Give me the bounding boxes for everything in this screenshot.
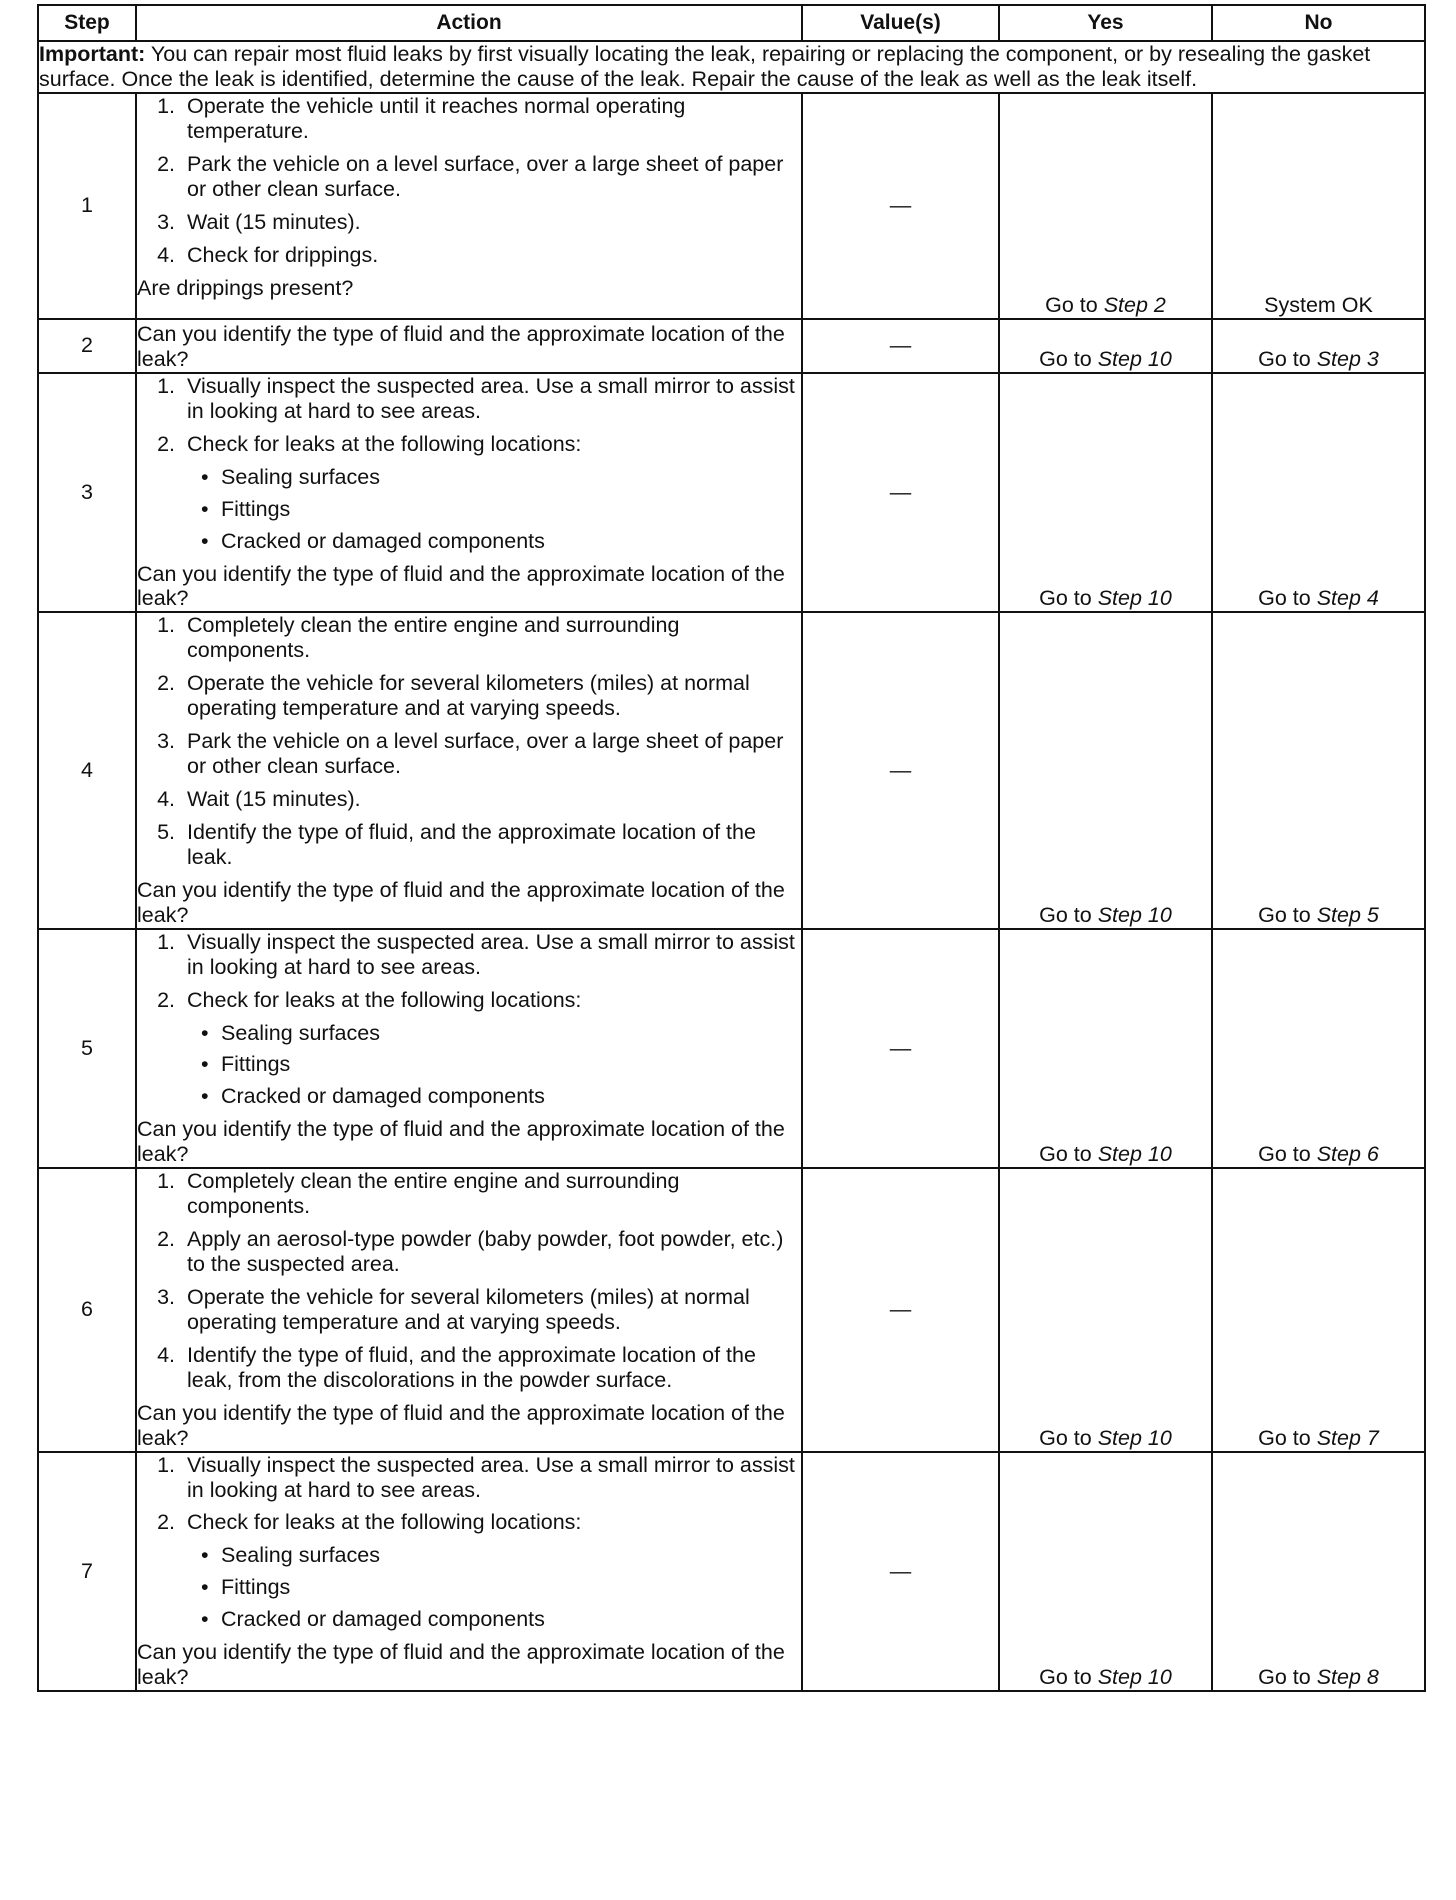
instruction-text: Check for leaks at the following locations:	[187, 431, 582, 456]
action-cell	[136, 319, 802, 373]
table-row	[38, 373, 1425, 613]
action-cell	[136, 929, 802, 1169]
value-cell: —	[802, 612, 999, 928]
instruction-text: Park the vehicle on a level surface, over a large sheet of paper or other clean surface.	[187, 151, 784, 201]
action-cell	[136, 1452, 802, 1692]
question-text: Can you identify the type of fluid and the approximate location of the leak?	[137, 561, 785, 611]
instruction-text: Completely clean the entire engine and surrounding components.	[187, 1169, 680, 1219]
instruction-item	[181, 820, 801, 870]
instruction-item	[181, 1227, 801, 1277]
value-cell: —	[802, 1452, 999, 1692]
instruction-text: Wait (15 minutes).	[187, 209, 361, 234]
question-text: Can you identify the type of fluid and the approximate location of the leak?	[137, 1400, 785, 1450]
yes-prefix: Go to	[1045, 292, 1104, 317]
yes-result	[999, 929, 1212, 1169]
instruction-item	[181, 1343, 801, 1393]
location-item: • Fittings	[221, 497, 801, 522]
header-action: Action	[136, 5, 802, 41]
yes-target-step: Step 10	[1097, 1665, 1172, 1690]
instruction-text: Identify the type of fluid, and the approximate location of the leak.	[187, 819, 756, 869]
instruction-item	[181, 94, 801, 144]
location-item: • Sealing surfaces	[221, 465, 801, 490]
question-text: Are drippings present?	[137, 275, 354, 300]
yes-result	[999, 612, 1212, 928]
instruction-item	[181, 1453, 801, 1503]
yes-target-step: Step 10	[1097, 586, 1172, 611]
instruction-text: Visually inspect the suspected area. Use a small mirror to assist in looking at hard to see areas.	[187, 373, 795, 423]
location-list	[187, 1021, 801, 1110]
yes-target-step: Step 10	[1097, 902, 1172, 927]
instruction-list	[137, 1169, 801, 1393]
action-cell	[136, 612, 802, 928]
no-prefix: Go to	[1258, 1665, 1317, 1690]
question-text: Can you identify the type of fluid and the approximate location of the leak?	[137, 321, 785, 371]
instruction-list	[137, 374, 801, 554]
table-row	[38, 1168, 1425, 1451]
yes-prefix: Go to	[1039, 902, 1098, 927]
no-prefix: Go to	[1258, 1142, 1317, 1167]
location-item: • Fittings	[221, 1575, 801, 1600]
no-result	[1212, 319, 1425, 373]
no-target-step: Step 7	[1316, 1425, 1379, 1450]
instruction-item	[181, 1510, 801, 1632]
location-item: • Sealing surfaces	[221, 1543, 801, 1568]
table-row	[38, 319, 1425, 373]
header-values: Value(s)	[802, 5, 999, 41]
no-result	[1212, 373, 1425, 613]
instruction-text: Check for leaks at the following locations:	[187, 1510, 582, 1535]
step-number: 1	[38, 93, 136, 319]
yes-target-step: Step 10	[1097, 1425, 1172, 1450]
value-cell: —	[802, 93, 999, 319]
step-number: 4	[38, 612, 136, 928]
instruction-item	[181, 243, 801, 268]
no-prefix: Go to	[1258, 902, 1317, 927]
no-target-step: Step 8	[1316, 1665, 1379, 1690]
no-target-step: Step 6	[1316, 1142, 1379, 1167]
location-item: • Cracked or damaged components	[221, 1607, 801, 1632]
yes-prefix: Go to	[1039, 1665, 1098, 1690]
instruction-text: Park the vehicle on a level surface, over a large sheet of paper or other clean surface.	[187, 729, 784, 779]
yes-prefix: Go to	[1039, 346, 1098, 371]
header-step: Step	[38, 5, 136, 41]
yes-prefix: Go to	[1039, 1142, 1098, 1167]
instruction-text: Visually inspect the suspected area. Use a small mirror to assist in looking at hard to see areas.	[187, 929, 795, 979]
yes-target-step: Step 2	[1103, 292, 1166, 317]
yes-result	[999, 1168, 1212, 1451]
action-cell	[136, 93, 802, 319]
important-row	[38, 41, 1425, 93]
instruction-item	[181, 152, 801, 202]
instruction-item	[181, 729, 801, 779]
no-target-step: Step 4	[1316, 586, 1379, 611]
action-cell	[136, 373, 802, 613]
value-cell: —	[802, 929, 999, 1169]
instruction-list	[137, 94, 801, 268]
no-result	[1212, 929, 1425, 1169]
yes-target-step: Step 10	[1097, 1142, 1172, 1167]
no-result	[1212, 1452, 1425, 1692]
location-list	[187, 1543, 801, 1632]
instruction-text: Completely clean the entire engine and surrounding components.	[187, 613, 680, 663]
header-yes: Yes	[999, 5, 1212, 41]
table-row	[38, 93, 1425, 319]
instruction-text: Wait (15 minutes).	[187, 787, 361, 811]
step-number: 5	[38, 929, 136, 1169]
important-text: You can repair most fluid leaks by first visually locating the leak, repairing or replacing the component, or by resealing the gasket surface. Once the leak is identified, determine the cause of the leak. Repair the cause of the leak as well as the leak itself.	[39, 42, 1371, 91]
yes-prefix: Go to	[1039, 586, 1098, 611]
no-prefix: Go to	[1258, 586, 1317, 611]
question-text: Can you identify the type of fluid and the approximate location of the leak?	[137, 877, 785, 927]
question-text: Can you identify the type of fluid and the approximate location of the leak?	[137, 1640, 785, 1690]
no-target-step: Step 5	[1316, 902, 1379, 927]
important-label: Important:	[39, 42, 146, 66]
instruction-item	[181, 210, 801, 235]
instruction-text: Visually inspect the suspected area. Use a small mirror to assist in looking at hard to see areas.	[187, 1452, 795, 1502]
step-number: 6	[38, 1168, 136, 1451]
yes-result	[999, 319, 1212, 373]
location-list	[187, 465, 801, 554]
yes-target-step: Step 10	[1097, 346, 1172, 371]
value-cell: —	[802, 1168, 999, 1451]
yes-prefix: Go to	[1039, 1425, 1098, 1450]
no-result	[1212, 93, 1425, 319]
instruction-text: Operate the vehicle until it reaches normal operating temperature.	[187, 93, 686, 143]
instruction-text: Operate the vehicle for several kilometers (miles) at normal operating temperature and at varying speeds.	[187, 1284, 750, 1334]
header-no: No	[1212, 5, 1425, 41]
header-row	[38, 5, 1425, 41]
value-cell: —	[802, 373, 999, 613]
table-body	[38, 41, 1425, 1691]
location-item: • Cracked or damaged components	[221, 529, 801, 554]
location-item: • Sealing surfaces	[221, 1021, 801, 1046]
no-prefix: System OK	[1264, 292, 1373, 317]
instruction-list	[137, 930, 801, 1110]
instruction-text: Operate the vehicle for several kilometers (miles) at normal operating temperature and at varying speeds.	[187, 671, 750, 721]
action-cell	[136, 1168, 802, 1451]
instruction-list	[137, 613, 801, 869]
value-cell: —	[802, 319, 999, 373]
instruction-text: Check for drippings.	[187, 242, 379, 267]
no-prefix: Go to	[1258, 346, 1317, 371]
yes-result	[999, 93, 1212, 319]
instruction-item	[181, 930, 801, 980]
table-row	[38, 1452, 1425, 1692]
instruction-item	[181, 374, 801, 424]
instruction-item	[181, 787, 801, 812]
table-row	[38, 612, 1425, 928]
no-target-step: Step 3	[1316, 346, 1379, 371]
diagnostic-table	[37, 4, 1426, 1692]
instruction-text: Apply an aerosol-type powder (baby powder, foot powder, etc.) to the suspected area.	[187, 1227, 784, 1276]
no-result	[1212, 612, 1425, 928]
instruction-item	[181, 1285, 801, 1335]
instruction-item	[181, 1169, 801, 1219]
step-number: 7	[38, 1452, 136, 1692]
location-item: • Cracked or damaged components	[221, 1084, 801, 1109]
instruction-item	[181, 432, 801, 554]
instruction-item	[181, 988, 801, 1110]
step-number: 3	[38, 373, 136, 613]
step-number: 2	[38, 319, 136, 373]
yes-result	[999, 373, 1212, 613]
location-item: • Fittings	[221, 1052, 801, 1077]
table-row	[38, 929, 1425, 1169]
instruction-text: Check for leaks at the following locations:	[187, 987, 582, 1012]
question-text: Can you identify the type of fluid and the approximate location of the leak?	[137, 1117, 785, 1167]
instruction-item	[181, 671, 801, 721]
no-result	[1212, 1168, 1425, 1451]
instruction-text: Identify the type of fluid, and the approximate location of the leak, from the discolorations in the powder surface.	[187, 1342, 756, 1392]
instruction-item	[181, 613, 801, 663]
important-note	[38, 41, 1425, 93]
yes-result	[999, 1452, 1212, 1692]
no-prefix: Go to	[1258, 1425, 1317, 1450]
instruction-list	[137, 1453, 801, 1633]
